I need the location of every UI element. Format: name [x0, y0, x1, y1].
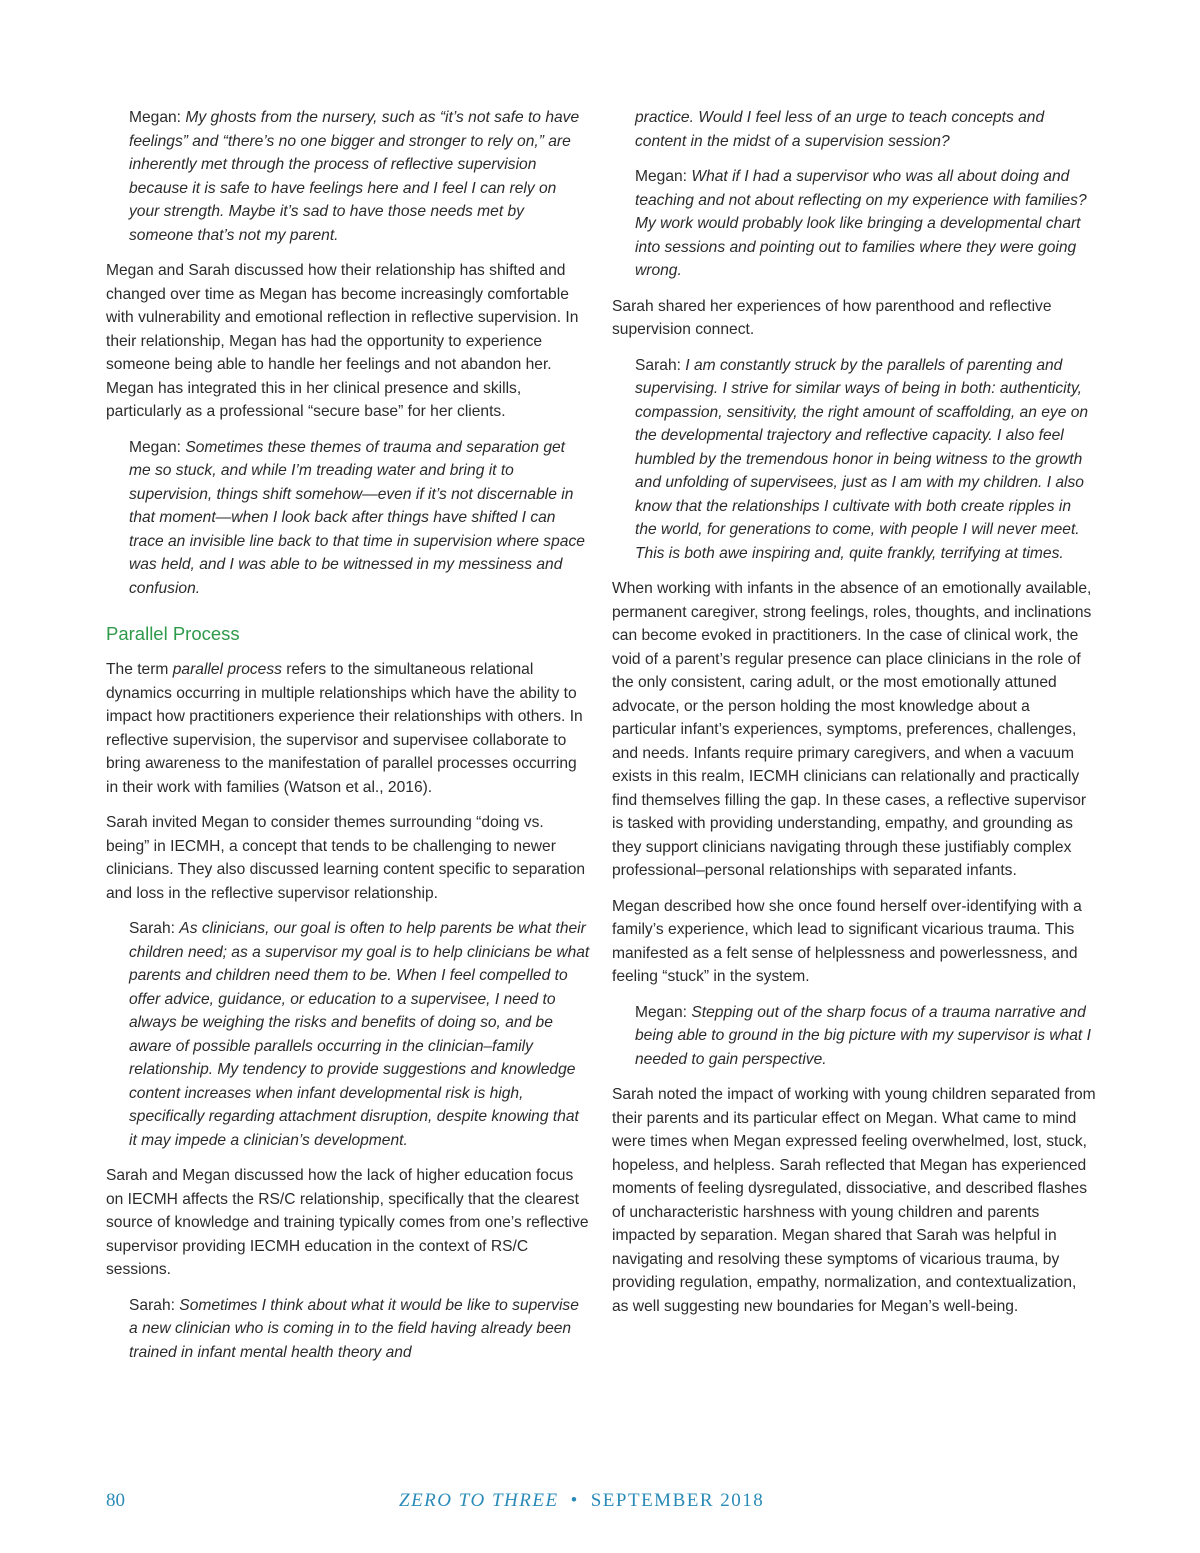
left-column	[106, 106, 590, 1376]
right-column	[612, 106, 1096, 1330]
quote-megan-supervisor	[635, 165, 1096, 283]
quote-speaker: Sarah:	[635, 356, 681, 374]
quote-sarah-new-clinician	[129, 1294, 590, 1365]
issue-date: SEPTEMBER 2018	[590, 1490, 765, 1511]
section-heading-parallel-process: Parallel Process	[106, 623, 240, 644]
quote-speaker: Megan:	[129, 109, 182, 126]
footer-publication	[399, 1490, 764, 1512]
paragraph-over-identifying: Megan described how she once found herself over-identifying with a family’s experience, which lead to significant vicarious trauma. This manifested as a felt sense of helplessness and powerlessness, and feeling “stuck” in the system.	[612, 897, 1082, 985]
page-number: 80	[106, 1490, 125, 1511]
page-footer	[0, 1490, 1200, 1520]
quote-speaker: Sarah:	[129, 920, 175, 937]
paragraph-parenthood: Sarah shared her experiences of how parenthood and reflective supervision connect.	[612, 297, 1052, 338]
quote-megan-ghosts	[129, 106, 590, 247]
paragraph-infants-absence: When working with infants in the absence of an emotionally available, permanent caregiver, strong feelings, roles, thoughts, and inclinations can become evoked in practitioners. In the case of clinical work, the void of a parent’s regular presence can place clinicians in the role of the only consistent, caring adult, or the most emotionally attuned advocate, or the person holding the most knowledge about a particular infant’s experiences, symptoms, preferences, challenges, and needs. Infants require primary caregivers, and when a vacuum exists in this realm, IECMH clinicians can relationally and practically find themselves filling the gap. In these cases, a reflective supervisor is tasked with providing understanding, empathy, and grounding as they support clinicians navigating through these justifiably complex professional–personal relationships with separated infants.	[612, 580, 1092, 879]
quote-sarah-clinicians	[129, 917, 590, 1152]
quote-text: As clinicians, our goal is often to help parents be what their children need; as a supervisor my goal is to help clinicians be what parents and children need them to be. When I feel compelled to offer advice, guidance, or education to a supervisee, I need to always be weighing the risks and benefits of doing so, and be aware of possible parallels occurring in the clinician–family relationship. My tendency to provide suggestions and knowledge content increases when infant developmental risk is high, specifically regarding attachment disruption, despite knowing that it may impede a clinician’s development.	[129, 920, 590, 1149]
quote-speaker: Megan:	[635, 168, 688, 185]
quote-text: What if I had a supervisor who was all about doing and teaching and not about reflecting on my experience with families? My work would probably look like bringing a developmental chart into sessions and pointing out to families where they were going wrong.	[635, 168, 1087, 279]
quote-text: My ghosts from the nursery, such as “it’s not safe to have feelings” and “there’s no one bigger and stronger to rely on,” are inherently met through the process of reflective supervision because it is safe to have feelings here and I feel I can rely on your strength. Maybe it’s sad to have those needs met by someone that’s not my parent.	[129, 109, 580, 244]
text-fragment: The term	[106, 661, 173, 678]
paragraph-vicarious-trauma: Sarah noted the impact of working with young children separated from their parents and its particular effect on Megan. What came to mind were times when Megan expressed feeling overwhelmed, lost, stuck, hopeless, and helpless. Sarah reflected that Megan has experienced moments of feeling dysregulated, dissociative, and described flashes of uncharacteristic harshness with young children and parents impacted by separation. Megan shared that Sarah was helpful in navigating and resolving these symptoms of vicarious trauma, by providing regulation, empathy, normalization, and contextualization, as well suggesting new boundaries for Megan’s well-being.	[612, 1086, 1096, 1315]
quote-speaker: Megan:	[635, 1003, 688, 1021]
paragraph-parallel-process-definition	[106, 658, 590, 799]
quote-text: practice. Would I feel less of an urge to teach concepts and content in the midst of a supervision session?	[635, 109, 1045, 150]
quote-speaker: Megan:	[129, 438, 182, 456]
quote-megan-perspective	[635, 1001, 1096, 1072]
paragraph-doing-vs-being: Sarah invited Megan to consider themes surrounding “doing vs. being” in IECMH, a concept that tends to be challenging to newer clinicians. They also discussed learning content specific to separation and loss in the reflective supervisor relationship.	[106, 814, 586, 902]
bullet-separator: •	[570, 1490, 579, 1511]
paragraph-relationship-shift: Megan and Sarah discussed how their relationship has shifted and changed over time as Megan has become increasingly comfortable with vulnerability and emotional reflection in reflective supervision. In their relationship, Megan has had the opportunity to experience someone being able to handle her feelings and not abandon her. Megan has integrated this in her clinical presence and skills, particularly as a professional “secure base” for her clients.	[106, 262, 579, 420]
quote-text: I am constantly struck by the parallels of parenting and supervising. I strive for similar ways of being in both: authenticity, compassion, sensitivity, the right amount of scaffolding, an eye on the developmental trajectory and reflective capacity. I also feel humbled by the tremendous honor in being witness to the growth and unfolding of supervisees, just as I am with my children. I also know that the relationships I cultivate with both create ripples in the world, for generations to come, with people I will never meet. This is both awe inspiring and, quite frankly, terrifying at times.	[635, 356, 1089, 562]
quote-megan-trauma	[129, 436, 590, 601]
paragraph-higher-education: Sarah and Megan discussed how the lack of higher education focus on IECMH affects the RS/C relationship, specifically that the clearest source of knowledge and training typically comes from one’s reflective supervisor providing IECMH education in the context of RS/C sessions.	[106, 1167, 589, 1278]
quote-text: Sometimes these themes of trauma and separation get me so stuck, and while I’m treading water and bring it to supervision, things shift somehow—even if it’s not discernable in that moment—when I look back after things have shifted I can trace an invisible line back to that time in supervision where space was held, and I was able to be witnessed in my messiness and confusion.	[129, 438, 585, 597]
emphasized-term: parallel process	[172, 661, 282, 678]
quote-text: Sometimes I think about what it would be like to supervise a new clinician who is coming in to the field having already been trained in infant mental health theory and	[129, 1296, 579, 1361]
quote-text: Stepping out of the sharp focus of a trauma narrative and being able to ground in the big picture with my supervisor is what I needed to gain perspective.	[635, 1003, 1091, 1068]
quote-sarah-parallels	[635, 354, 1096, 566]
magazine-name: ZERO TO THREE	[399, 1490, 559, 1511]
quote-sarah-new-clinician-continued	[635, 106, 1096, 153]
text-fragment: refers to the simultaneous relational dynamics occurring in multiple relationships which have the ability to impact how practitioners experience their relationships with others. In reflective supervision, the supervisor and supervisee collaborate to bring awareness to the manifestation of parallel processes occurring in their work with families (Watson et al., 2016).	[106, 661, 583, 796]
quote-speaker: Sarah:	[129, 1296, 175, 1314]
